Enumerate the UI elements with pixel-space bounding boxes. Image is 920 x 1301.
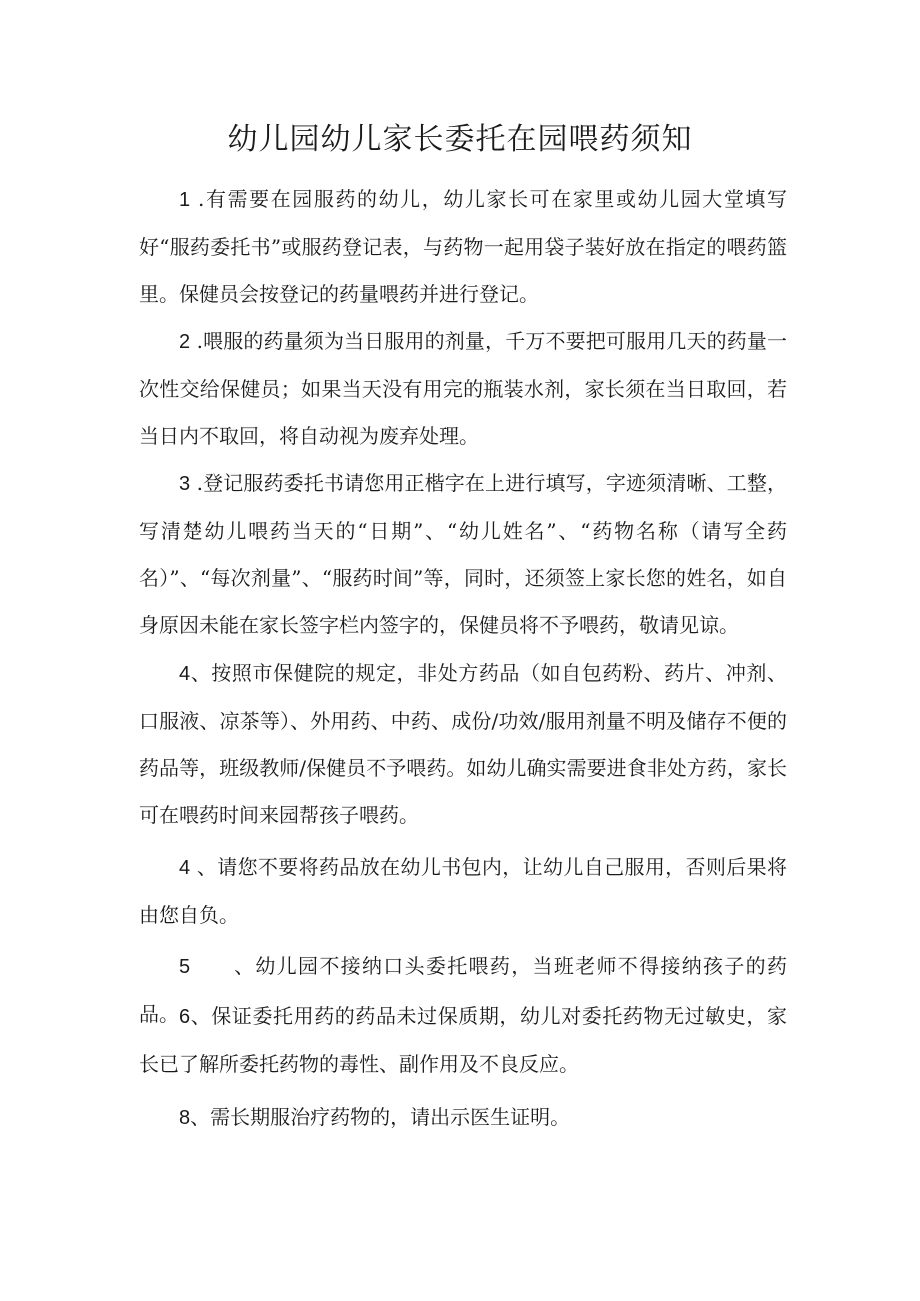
paragraph-number: 6	[179, 1006, 191, 1028]
paragraph-8	[139, 1094, 787, 1142]
paragraph-text: .喂服的药量须为当日服用的剂量，千万不要把可服用几天的药量一次性交给保健员；如果当天没有用完的瓶装水剂，家长须在当日取回，若当日内不取回，将自动视为废弃处理。	[139, 329, 787, 448]
paragraph-text: .有需要在园服药的幼儿，幼儿家长可在家里或幼儿园大堂填写好“服药委托书”或服药登记表，与药物一起用袋子装好放在指定的喂药篮里。保健员会按登记的药量喂药并进行登记。	[139, 187, 787, 306]
paragraph-number: 4	[179, 857, 191, 879]
paragraph-text: 、按照市保健院的规定，非处方药品（如自包药粉、药片、冲剂、口服液、凉茶等）、外用药、中药、成份/功效/服用剂量不明及储存不便的药品等，班级教师/保健员不予喂药。如幼儿确实需要进食非处方药，家长可在喂药时间来园帮孩子喂药。	[139, 661, 787, 827]
paragraph-7	[139, 993, 787, 1088]
paragraph-text: 、请您不要将药品放在幼儿书包内，让幼儿自己服用，否则后果将由您自负。	[139, 855, 787, 927]
paragraph-text: 、幼儿园不接纳口头委托喂药，当班老师不得接纳孩子的药品。	[139, 954, 787, 1026]
paragraph-number: 5	[179, 956, 191, 978]
paragraph-number: 3	[179, 473, 191, 495]
paragraph-1	[139, 176, 787, 318]
paragraph-5	[139, 844, 787, 939]
paragraph-text: .登记服药委托书请您用正楷字在上进行填写，字迹须清晰、工整，写清楚幼儿喂药当天的“日期”、“幼儿姓名”、“药物名称（请写全药名）”、“每次剂量”、“服药时间”等，同时，还须签上家长您的姓名，如自身原因未能在家长签字栏内签字的，保健员将不予喂药，敬请见谅。	[139, 471, 787, 637]
paragraph-text: 、需长期服治疗药物的，请出示医生证明。	[190, 1105, 571, 1129]
paragraph-4	[139, 650, 787, 839]
paragraph-number: 4	[179, 663, 191, 685]
paragraph-2	[139, 318, 787, 460]
paragraph-text: 、保证委托用药的药品未过保质期，幼儿对委托药物无过敏史，家长已了解所委托药物的毒性、副作用及不良反应。	[139, 1004, 787, 1076]
paragraph-3	[139, 460, 787, 649]
paragraph-number: 8	[179, 1107, 191, 1129]
paragraph-number: 2	[179, 331, 191, 353]
document-title: 幼儿园幼儿家长委托在园喂药须知	[227, 122, 693, 157]
paragraph-number: 1	[179, 189, 191, 211]
